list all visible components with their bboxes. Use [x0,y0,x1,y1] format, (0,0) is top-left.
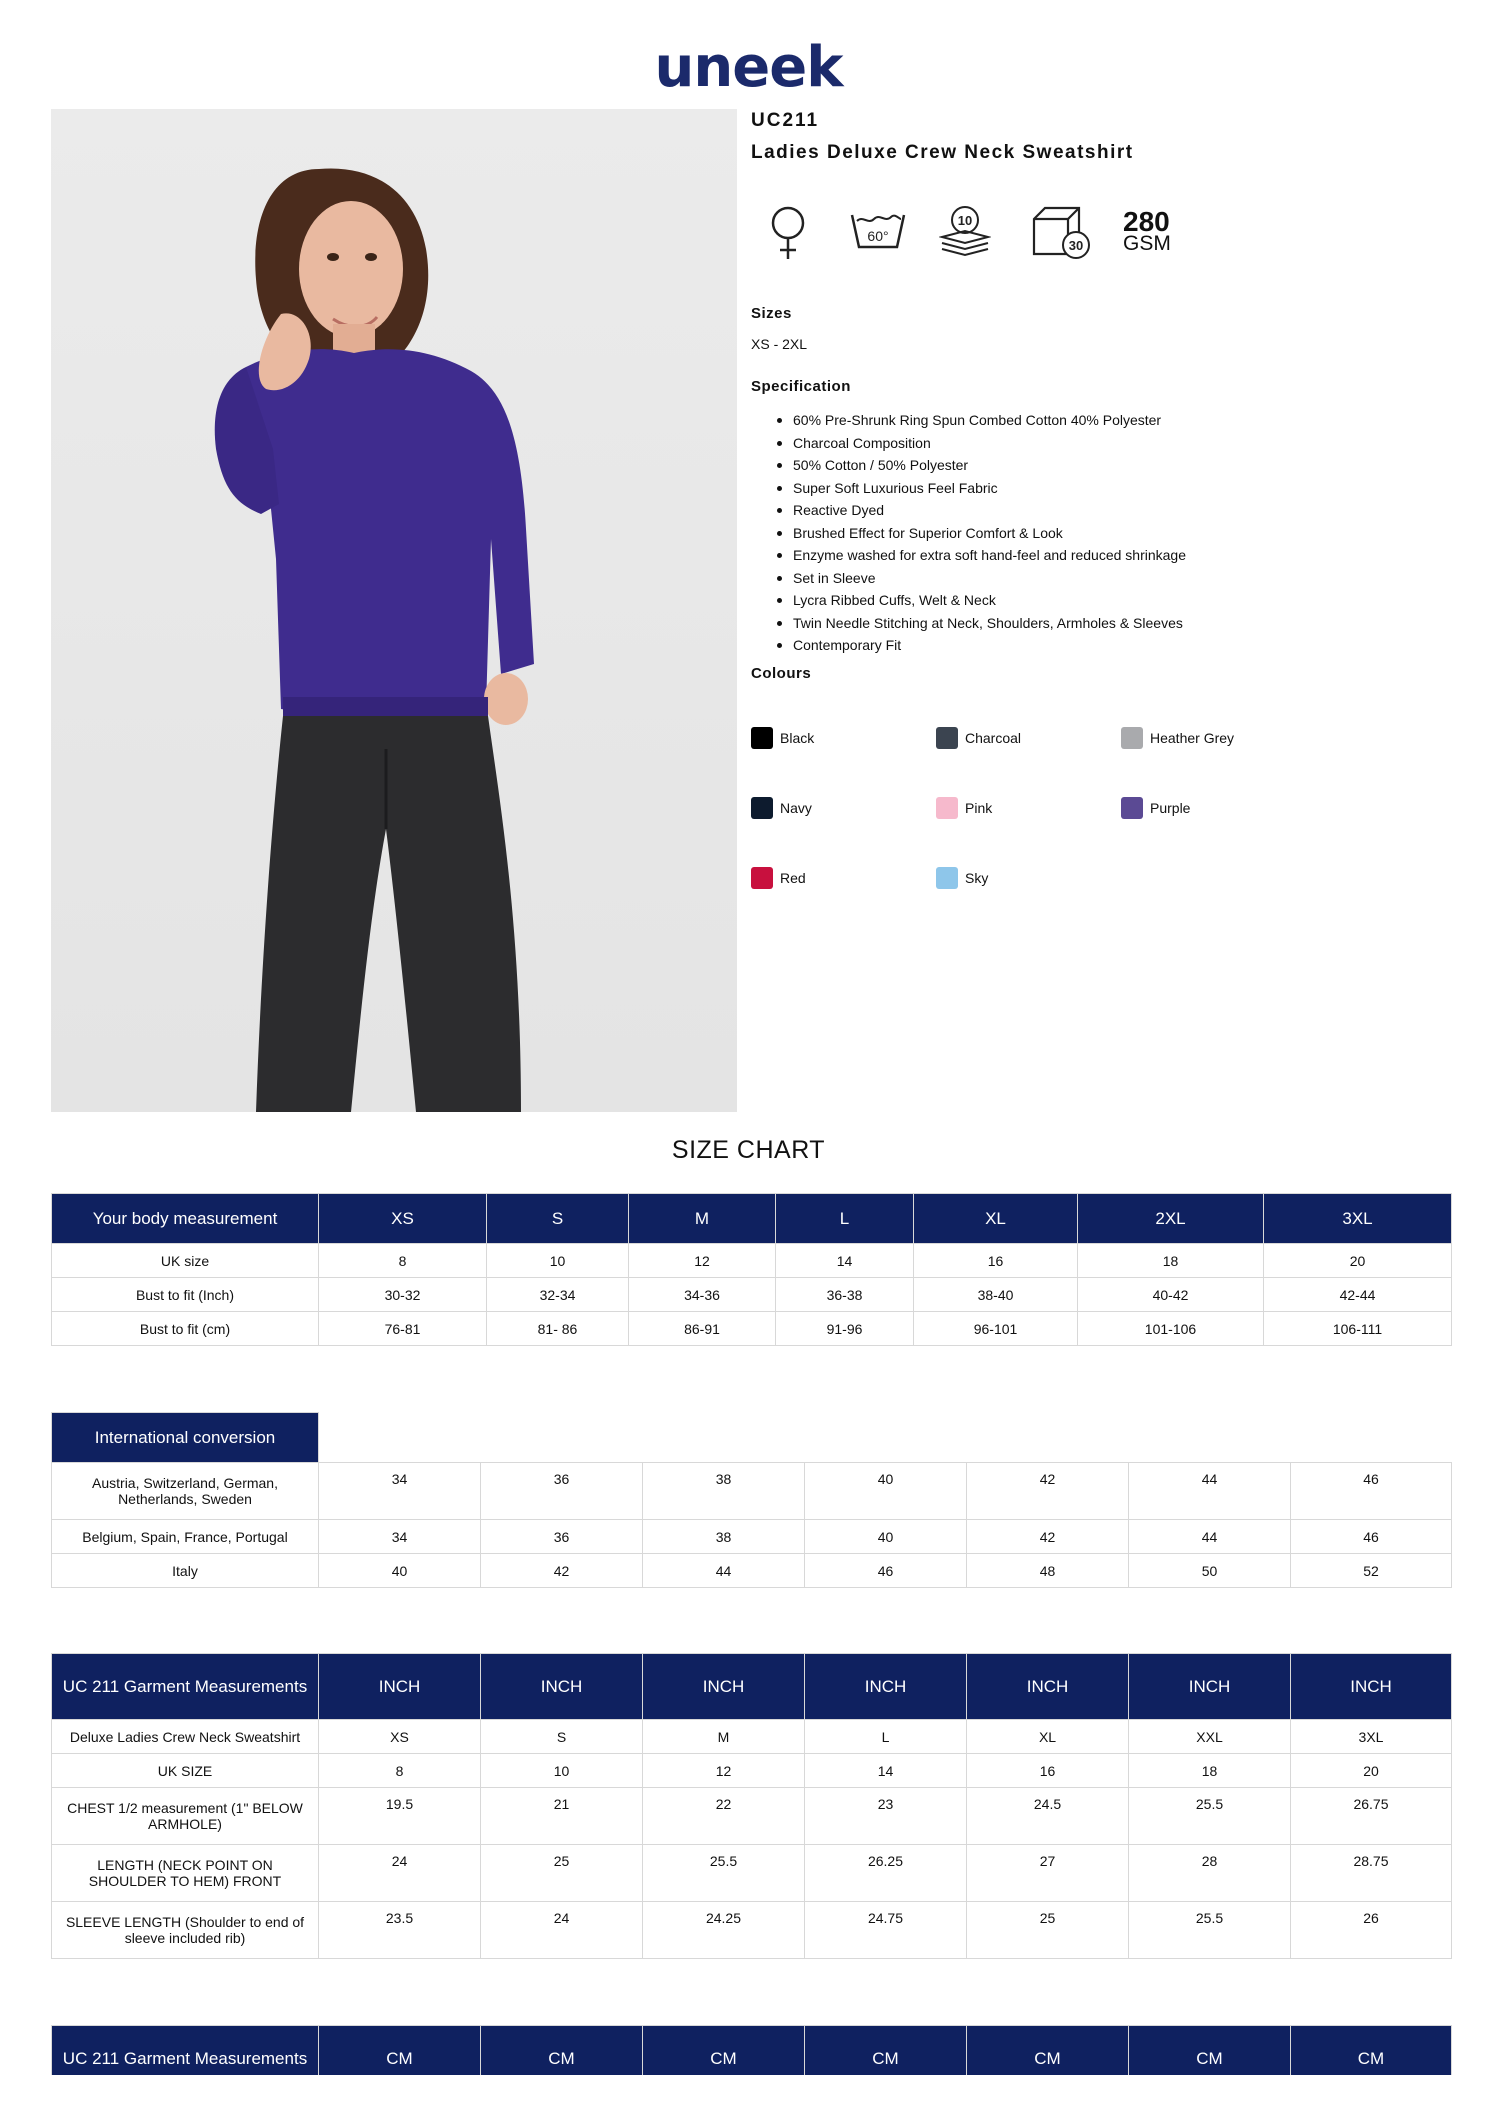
wash-60-icon [849,205,907,253]
swatch-chip [751,797,773,819]
table-cell: M [643,1720,805,1754]
specification-list [751,409,1186,657]
row-label: SLEEVE LENGTH (Shoulder to end of sleeve included rib) [52,1902,319,1959]
size-chart-title: SIZE CHART [671,1136,826,1164]
table-cell: 30-32 [319,1278,487,1312]
table-row [52,1312,1452,1346]
ten-wash-icon [939,205,991,259]
table-cell: 12 [629,1244,776,1278]
gsm-value: 280 [1123,206,1170,237]
colour-swatch-purple [1121,797,1190,819]
female-icon [767,205,809,261]
table-cell: 26 [1291,1902,1452,1959]
table-cell: 91-96 [776,1312,914,1346]
table-cell: 28 [1129,1845,1291,1902]
header-cell: INCH [967,1654,1129,1720]
table-row [52,1463,1452,1520]
header-cell: INCH [481,1654,643,1720]
header-cell: XS [319,1194,487,1244]
header-cell: CM [481,2026,643,2076]
table-cell: 18 [1078,1244,1264,1278]
header-cell: INCH [643,1654,805,1720]
table-row [52,1845,1452,1902]
gsm-badge [1123,206,1171,255]
table-cell: 8 [319,1244,487,1278]
colours-heading: Colours [751,665,812,682]
garment-cm-table [51,2025,1452,2075]
wash-temp-label: 60° [867,228,889,244]
table-cell: 24 [481,1902,643,1959]
table-cell: 38 [643,1463,805,1520]
table-cell: 34-36 [629,1278,776,1312]
table-cell: 106-111 [1264,1312,1452,1346]
table-cell: 38-40 [914,1278,1078,1312]
table-cell: 96-101 [914,1312,1078,1346]
table-row [52,1554,1452,1588]
row-label: Bust to fit (Inch) [52,1278,319,1312]
colour-swatch-black [751,727,814,749]
table-cell: 101-106 [1078,1312,1264,1346]
sizes-range: XS - 2XL [751,336,808,352]
swatch-label: Black [780,730,815,746]
row-label: LENGTH (NECK POINT ON SHOULDER TO HEM) FRONT [52,1845,319,1902]
header-cell: INCH [1129,1654,1291,1720]
table-cell: 46 [1291,1463,1452,1520]
table-cell: 38 [643,1520,805,1554]
table-cell: 46 [805,1554,967,1588]
row-label: Austria, Switzerland, German, Netherlands, Sweden [52,1463,319,1520]
brand-logo: uneek [654,35,843,100]
table-cell: 48 [967,1554,1129,1588]
table-cell: 10 [487,1244,629,1278]
garment-inch-table [51,1653,1452,1959]
table-cell: 28.75 [1291,1845,1452,1902]
header-cell: 3XL [1264,1194,1452,1244]
table-cell: 42 [967,1463,1129,1520]
table-cell: 52 [1291,1554,1452,1588]
table-row [52,1720,1452,1754]
swatch-label: Charcoal [965,730,1022,746]
header-cell: 2XL [1078,1194,1264,1244]
table-cell: 42 [967,1520,1129,1554]
table-cell: 36 [481,1463,643,1520]
table-cell: 25.5 [1129,1902,1291,1959]
table-cell: 23 [805,1788,967,1845]
table-cell: 44 [643,1554,805,1588]
table-cell: 42 [481,1554,643,1588]
feature-icons [751,205,1251,265]
table-cell: 16 [914,1244,1078,1278]
header-cell: International conversion [52,1413,319,1463]
header-cell: CM [805,2026,967,2076]
wash-count-label: 10 [957,213,973,228]
table-cell: 24.5 [967,1788,1129,1845]
table-header-row [52,1194,1452,1244]
table-cell: 20 [1291,1754,1452,1788]
table-cell: XXL [1129,1720,1291,1754]
model-illustration [51,109,737,1112]
table-cell: XS [319,1720,481,1754]
swatch-label: Purple [1150,800,1191,816]
table-cell: 46 [1291,1520,1452,1554]
table-cell: 24.75 [805,1902,967,1959]
table-cell: 25.5 [643,1845,805,1902]
table-cell: 18 [1129,1754,1291,1788]
spec-item: Twin Needle Stitching at Neck, Shoulders, Armholes & Sleeves [793,612,1186,635]
table-cell: 32-34 [487,1278,629,1312]
table-cell: 14 [805,1754,967,1788]
table-cell: 26.25 [805,1845,967,1902]
table-cell: 16 [967,1754,1129,1788]
spec-item: Charcoal Composition [793,432,1186,455]
header-cell: UC 211 Garment Measurements [52,2026,319,2076]
colour-swatch-heather-grey [1121,727,1234,749]
spec-item: Set in Sleeve [793,567,1186,590]
swatch-chip [936,867,958,889]
empty-header-space [319,1413,1452,1463]
sizes-heading: Sizes [751,305,792,322]
table-cell: 24 [319,1845,481,1902]
table-cell: 27 [967,1845,1129,1902]
table-cell: 36 [481,1520,643,1554]
table-cell: 81- 86 [487,1312,629,1346]
table-row [52,1754,1452,1788]
spec-item: Super Soft Luxurious Feel Fabric [793,477,1186,500]
garment-cm-clip [0,2025,1497,2075]
table-row [52,1902,1452,1959]
table-cell: 25.5 [1129,1788,1291,1845]
header-cell: INCH [1291,1654,1452,1720]
table-row [52,1278,1452,1312]
table-cell: 3XL [1291,1720,1452,1754]
swatch-chip [751,867,773,889]
table-header-row [52,1413,1452,1463]
table-cell: 10 [481,1754,643,1788]
table-cell: 40 [319,1554,481,1588]
swatch-label: Sky [965,870,989,886]
table-cell: 25 [481,1845,643,1902]
table-cell: 22 [643,1788,805,1845]
box-count-label: 30 [1068,238,1084,253]
table-cell: 14 [776,1244,914,1278]
table-cell: 44 [1129,1520,1291,1554]
table-row [52,1788,1452,1845]
swatch-chip [936,797,958,819]
header-cell: CM [967,2026,1129,2076]
header-cell: Your body measurement [52,1194,319,1244]
colour-swatch-navy [751,797,812,819]
table-cell: 19.5 [319,1788,481,1845]
colour-swatch-red [751,867,806,889]
swatch-label: Red [780,870,806,886]
body-measurement-table [51,1193,1452,1346]
swatch-chip [1121,727,1143,749]
table-cell: 25 [967,1902,1129,1959]
table-cell: 86-91 [629,1312,776,1346]
table-row [52,1244,1452,1278]
spec-item: Contemporary Fit [793,634,1186,657]
colour-swatch-charcoal [936,727,1021,749]
table-row [52,1520,1452,1554]
table-cell: 8 [319,1754,481,1788]
table-cell: 12 [643,1754,805,1788]
table-cell: 40 [805,1463,967,1520]
product-photo [51,109,737,1112]
swatch-chip [936,727,958,749]
table-cell: 34 [319,1520,481,1554]
table-cell: 50 [1129,1554,1291,1588]
table-cell: 20 [1264,1244,1452,1278]
table-cell: XL [967,1720,1129,1754]
row-label: CHEST 1/2 measurement (1" BELOW ARMHOLE) [52,1788,319,1845]
table-cell: 76-81 [319,1312,487,1346]
header-cell: S [487,1194,629,1244]
header-cell: XL [914,1194,1078,1244]
table-cell: 40 [805,1520,967,1554]
row-label: Belgium, Spain, France, Portugal [52,1520,319,1554]
table-header-row [52,1654,1452,1720]
product-info [751,110,1451,164]
swatch-label: Pink [965,800,993,816]
spec-item: Brushed Effect for Superior Comfort & Look [793,522,1186,545]
table-cell: 21 [481,1788,643,1845]
box-30-icon [1031,205,1093,261]
specification-heading: Specification [751,378,851,395]
international-conversion-table [51,1412,1452,1588]
table-cell: L [805,1720,967,1754]
table-cell: 42-44 [1264,1278,1452,1312]
table-cell: 26.75 [1291,1788,1452,1845]
row-label: UK SIZE [52,1754,319,1788]
spec-item: 50% Cotton / 50% Polyester [793,454,1186,477]
header-cell: L [776,1194,914,1244]
spec-item: Enzyme washed for extra soft hand-feel and reduced shrinkage [793,544,1186,567]
header-cell: INCH [805,1654,967,1720]
table-cell: 24.25 [643,1902,805,1959]
spec-item: Reactive Dyed [793,499,1186,522]
header-cell: CM [319,2026,481,2076]
row-label: Deluxe Ladies Crew Neck Sweatshirt [52,1720,319,1754]
table-cell: 36-38 [776,1278,914,1312]
product-name: Ladies Deluxe Crew Neck Sweatshirt [751,142,1134,163]
swatch-label: Navy [780,800,812,816]
header-cell: INCH [319,1654,481,1720]
colour-swatch-sky [936,867,988,889]
gsm-unit: GSM [1123,232,1171,255]
table-cell: 34 [319,1463,481,1520]
table-cell: 23.5 [319,1902,481,1959]
table-cell: 44 [1129,1463,1291,1520]
swatch-chip [1121,797,1143,819]
colour-swatch-pink [936,797,992,819]
spec-item: Lycra Ribbed Cuffs, Welt & Neck [793,589,1186,612]
header-cell: M [629,1194,776,1244]
header-cell: UC 211 Garment Measurements [52,1654,319,1720]
swatch-label: Heather Grey [1150,730,1235,746]
swatch-chip [751,727,773,749]
spec-item: 60% Pre-Shrunk Ring Spun Combed Cotton 40% Polyester [793,409,1186,432]
row-label: Italy [52,1554,319,1588]
table-cell: 40-42 [1078,1278,1264,1312]
header-cell: CM [1129,2026,1291,2076]
row-label: UK size [52,1244,319,1278]
table-header-row [52,2026,1452,2076]
table-cell: S [481,1720,643,1754]
row-label: Bust to fit (cm) [52,1312,319,1346]
product-code: UC211 [751,110,820,131]
header-cell: CM [643,2026,805,2076]
header-cell: CM [1291,2026,1452,2076]
